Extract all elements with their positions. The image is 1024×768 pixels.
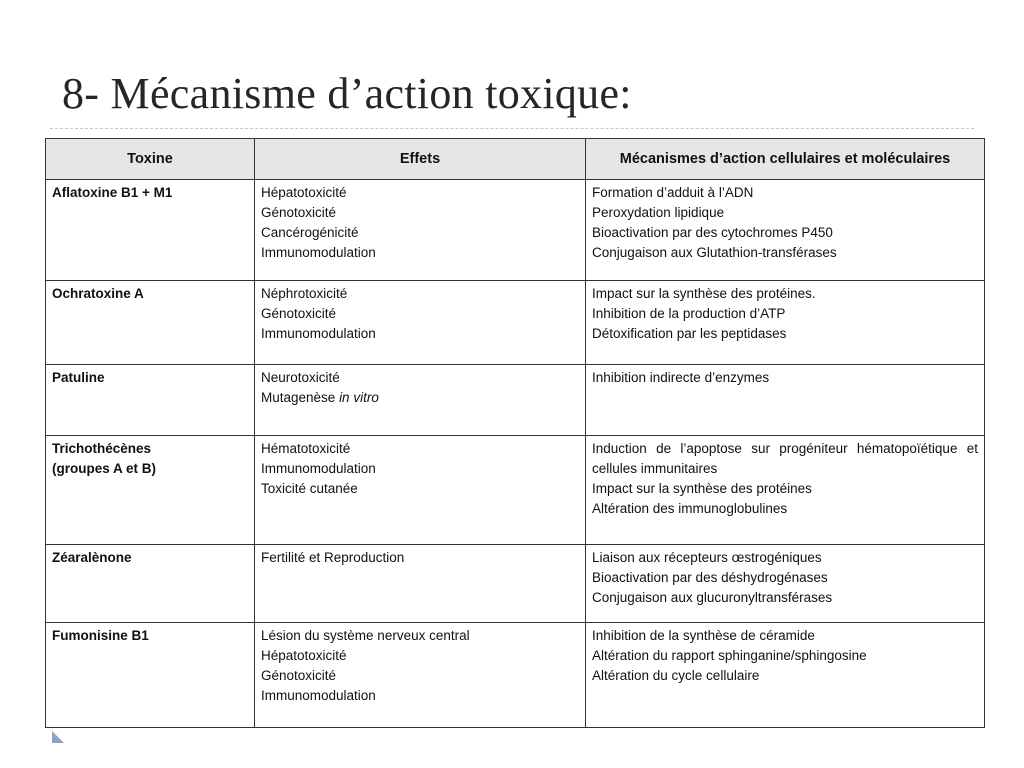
mechanisms-cell: [586, 280, 985, 364]
column-header-mecanismes: Mécanismes d’action cellulaires et moléculaires: [586, 139, 985, 180]
mechanism-item: Bioactivation par des cytochromes P450: [592, 225, 833, 240]
toxin-name: Trichothécènes: [52, 441, 152, 457]
mechanisms-cell: [586, 180, 985, 281]
effect-item: Hépatotoxicité: [261, 185, 347, 200]
toxin-cell: [46, 280, 255, 364]
mechanism-item: Bioactivation par des déshydrogénases: [592, 569, 828, 585]
toxin-subgroup: (groupes A et B): [52, 461, 156, 477]
effects-cell: [255, 623, 586, 728]
toxin-name: Aflatoxine B1 + M1: [52, 185, 173, 200]
effect-item: Néphrotoxicité: [261, 285, 348, 301]
mechanism-item: Altération du rapport sphinganine/sphingosine: [592, 648, 867, 664]
toxin-cell: [46, 365, 255, 436]
mechanisms-cell: [586, 365, 985, 436]
effect-item: Cancérogénicité: [261, 225, 359, 240]
effects-cell: [255, 544, 586, 622]
toxin-cell: [46, 544, 255, 622]
effect-item: Immunomodulation: [261, 461, 376, 477]
table-row: [46, 544, 985, 622]
table-row: [46, 280, 985, 364]
effects-cell: [255, 180, 586, 281]
effect-item: Génotoxicité: [261, 305, 337, 321]
mechanism-item: Détoxification par les peptidases: [592, 325, 787, 341]
mechanism-item: Impact sur la synthèse des protéines.: [592, 285, 816, 301]
column-header-effets: Effets: [255, 139, 586, 180]
effect-item-italic-suffix: Mutagenèse in vitro: [261, 390, 379, 405]
effects-cell: [255, 365, 586, 436]
table-row: [46, 180, 985, 281]
effect-item: Immunomodulation: [261, 245, 376, 260]
mechanisms-cell: [586, 623, 985, 728]
effect-item: Immunomodulation: [261, 325, 376, 341]
toxin-table-container: [45, 138, 984, 728]
toxin-name: Ochratoxine A: [52, 285, 144, 301]
triangle-arrow-icon: [52, 731, 64, 743]
toxin-cell: [46, 180, 255, 281]
mechanism-item: Liaison aux récepteurs œstrogéniques: [592, 549, 822, 565]
effect-item: Lésion du système nerveux central: [261, 628, 470, 644]
effect-item: Hépatotoxicité: [261, 648, 347, 664]
effect-item: Neurotoxicité: [261, 370, 340, 385]
table-header-row: [46, 139, 985, 180]
toxin-cell: [46, 436, 255, 545]
effect-item: Génotoxicité: [261, 668, 337, 684]
table-row: [46, 436, 985, 545]
toxin-mechanism-table: [45, 138, 985, 728]
mechanism-item: Inhibition de la production d’ATP: [592, 305, 786, 321]
effect-item: Génotoxicité: [261, 205, 337, 220]
mechanism-item: Conjugaison aux glucuronyltransférases: [592, 589, 833, 605]
column-header-toxine: Toxine: [46, 139, 255, 180]
toxin-name: Fumonisine B1: [52, 628, 149, 644]
table-row: [46, 365, 985, 436]
mechanism-item: Peroxydation lipidique: [592, 205, 725, 220]
title-divider: [50, 128, 974, 129]
effect-item: Toxicité cutanée: [261, 481, 358, 497]
toxin-name: Patuline: [52, 370, 105, 385]
mechanism-item: Inhibition de la synthèse de céramide: [592, 628, 815, 644]
slide-title: 8- Mécanisme d’action toxique:: [62, 69, 632, 118]
mechanism-item: Formation d’adduit à l’ADN: [592, 185, 754, 200]
toxin-cell: [46, 623, 255, 728]
mechanisms-cell: [586, 436, 985, 545]
effects-cell: [255, 280, 586, 364]
effects-cell: [255, 436, 586, 545]
mechanism-item: Altération des immunoglobulines: [592, 501, 788, 517]
mechanism-item: Altération du cycle cellulaire: [592, 668, 760, 684]
mechanisms-cell: [586, 544, 985, 622]
mechanism-item: Inhibition indirecte d’enzymes: [592, 370, 770, 385]
table-row: [46, 623, 985, 728]
effect-item: Immunomodulation: [261, 688, 376, 704]
toxin-name: Zéaralènone: [52, 549, 132, 565]
mechanism-item: Induction de l’apoptose sur progéniteur hématopoïétique et cellules immunitaires: [592, 441, 978, 477]
effect-item: Hématotoxicité: [261, 441, 351, 457]
mechanism-item: Impact sur la synthèse des protéines: [592, 481, 812, 497]
mechanism-item: Conjugaison aux Glutathion-transférases: [592, 245, 837, 260]
effect-item: Fertilité et Reproduction: [261, 549, 405, 565]
